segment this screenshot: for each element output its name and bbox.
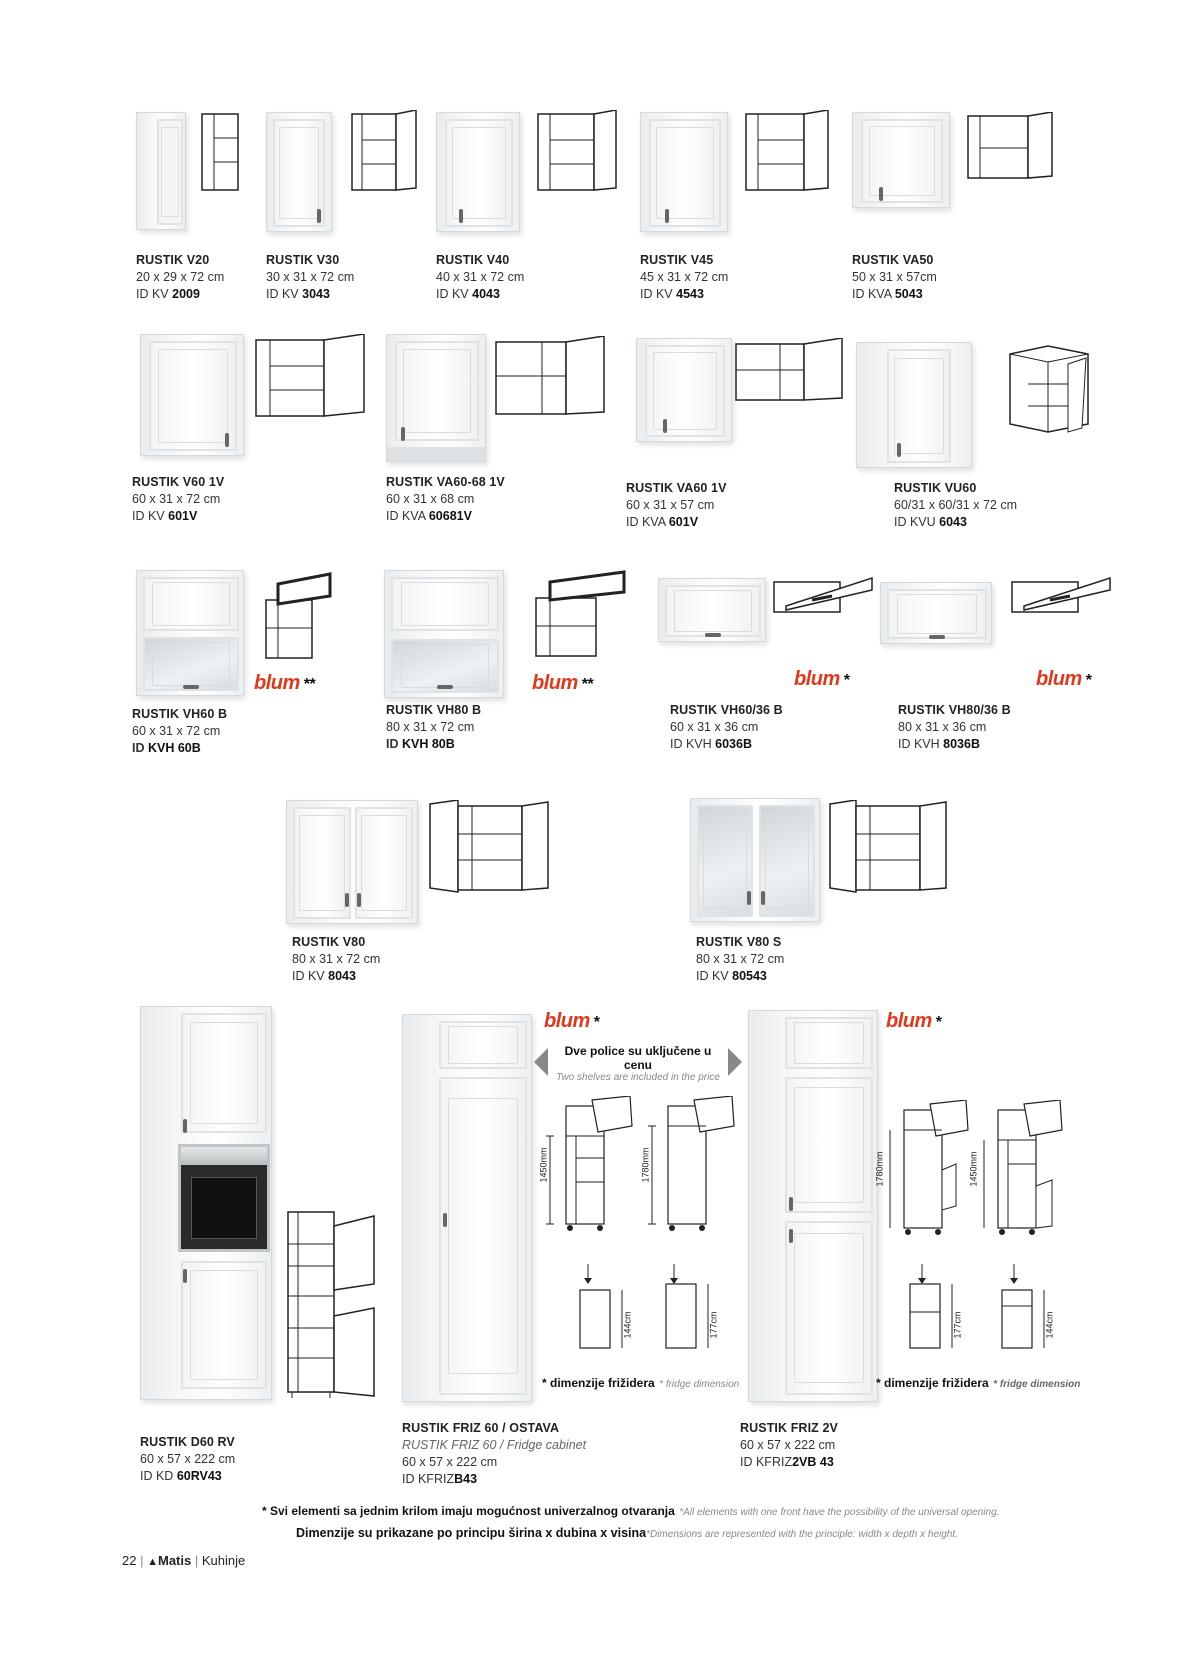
product-name: RUSTIK V60 1V xyxy=(132,475,225,489)
product-id: ID KV 2009 xyxy=(136,287,200,301)
product-id: ID KFRIZ2VB 43 xyxy=(740,1455,834,1469)
product-photo-vh60-b xyxy=(136,570,244,696)
product-label-v80-s xyxy=(696,934,784,985)
product-label-vh80-36-b xyxy=(898,702,1011,753)
product-photo-v80-s xyxy=(690,798,820,922)
product-name: RUSTIK VH80/36 B xyxy=(898,703,1011,717)
fridge-small-diagram xyxy=(578,1264,638,1352)
blum-logo: blum * xyxy=(794,668,850,690)
product-label-friz60 xyxy=(402,1420,586,1488)
product-id: ID KVH 80B xyxy=(386,737,455,751)
product-label-v40 xyxy=(436,252,524,303)
page-number: 22 xyxy=(122,1553,137,1568)
product-dims: 20 x 29 x 72 cm xyxy=(136,270,225,284)
product-photo-va50 xyxy=(852,112,950,208)
product-name: RUSTIK VH80 B xyxy=(386,703,482,717)
product-name: RUSTIK V20 xyxy=(136,253,210,267)
page-footer: 22 | ▲Matis | Kuhinje xyxy=(122,1553,246,1568)
product-label-friz-2v xyxy=(740,1420,838,1471)
matis-m-icon: ▲ xyxy=(147,1556,158,1568)
product-id: ID KVA 601V xyxy=(626,515,699,529)
product-label-vh60-b xyxy=(132,706,227,757)
product-photo-v45 xyxy=(640,112,728,232)
product-dims: 80 x 31 x 72 cm xyxy=(386,720,475,734)
product-dims: 60 x 31 x 36 cm xyxy=(670,720,759,734)
product-dims: 80 x 31 x 72 cm xyxy=(696,952,785,966)
product-dims: 60 x 31 x 68 cm xyxy=(386,492,475,506)
oven xyxy=(178,1144,270,1252)
blum-logo: blum * xyxy=(886,1010,942,1032)
product-dims: 40 x 31 x 72 cm xyxy=(436,270,525,284)
product-dims: 80 x 31 x 72 cm xyxy=(292,952,381,966)
blum-logo: blum ** xyxy=(532,672,594,694)
dim-1780-left: 1780mm xyxy=(640,1147,651,1183)
product-photo-friz60 xyxy=(402,1014,532,1402)
product-photo-vh80-b xyxy=(384,570,504,698)
product-photo-v60-1v xyxy=(140,334,244,456)
product-label-vu60 xyxy=(894,480,1017,531)
product-name: RUSTIK V30 xyxy=(266,253,340,267)
fridge-tall-diagram xyxy=(664,1264,724,1352)
shelves-note: Dve police su uključene u cenu Two shelves are included in the price xyxy=(556,1044,720,1083)
fridge-diagram-2v-1450 xyxy=(980,1100,1080,1240)
product-photo-v80 xyxy=(286,800,418,924)
dim-177-left: 177cm xyxy=(708,1311,719,1339)
line-drawing-va50 xyxy=(966,112,1056,182)
line-drawing-v80 xyxy=(428,800,552,896)
line-drawing-v30 xyxy=(350,110,420,194)
product-name: RUSTIK VA60 1V xyxy=(626,481,727,495)
product-label-d60-rv xyxy=(140,1434,235,1485)
product-name: RUSTIK V40 xyxy=(436,253,510,267)
dim-177-right: 177cm xyxy=(952,1311,963,1339)
fridge-2door-small-diagram xyxy=(1000,1264,1060,1352)
fridge-note-right: * dimenzije frižidera * fridge dimension xyxy=(876,1376,1081,1390)
product-id: ID KV 4043 xyxy=(436,287,500,301)
product-name: RUSTIK V80 xyxy=(292,935,366,949)
product-name: RUSTIK VH60/36 B xyxy=(670,703,783,717)
product-dims: 45 x 31 x 72 cm xyxy=(640,270,729,284)
line-drawing-vh80-36-b xyxy=(1010,576,1114,616)
product-id: ID KD 60RV43 xyxy=(140,1469,222,1483)
arrow-right-icon xyxy=(728,1048,742,1076)
line-drawing-v20 xyxy=(200,112,244,194)
product-dims: 60/31 x 60/31 x 72 cm xyxy=(894,498,1017,512)
product-dims: 60 x 57 x 222 cm xyxy=(740,1438,836,1452)
product-dims: 60 x 31 x 72 cm xyxy=(132,492,221,506)
fridge-diagram-1450 xyxy=(540,1096,640,1236)
line-drawing-v45 xyxy=(744,110,832,194)
arrow-left-icon xyxy=(534,1048,548,1076)
line-drawing-v80-s xyxy=(828,800,950,896)
product-label-vh60-36-b xyxy=(670,702,783,753)
product-photo-vu60 xyxy=(856,342,972,468)
line-drawing-v40 xyxy=(536,110,620,194)
product-label-v80 xyxy=(292,934,380,985)
fridge-note-left: * dimenzije frižidera * fridge dimension xyxy=(542,1376,740,1390)
product-photo-va60-1v xyxy=(636,338,732,442)
product-name: RUSTIK V45 xyxy=(640,253,714,267)
product-name: RUSTIK VH60 B xyxy=(132,707,228,721)
product-name: RUSTIK VA60-68 1V xyxy=(386,475,505,489)
dim-1780-right: 1780mm xyxy=(874,1151,885,1187)
product-id: ID KVA 5043 xyxy=(852,287,923,301)
product-id: ID KV 80543 xyxy=(696,969,767,983)
product-id: ID KVU 6043 xyxy=(894,515,967,529)
product-id: ID KVH 6036B xyxy=(670,737,752,751)
product-name: RUSTIK FRIZ 60 / OSTAVA xyxy=(402,1421,560,1435)
product-label-va50 xyxy=(852,252,937,303)
footer-note-2: Dimenzije su prikazane po principu širina x dubina x visina*Dimensions are represented with the principle: width x depth x height. xyxy=(296,1526,958,1540)
product-id: ID KV 4543 xyxy=(640,287,704,301)
product-id: ID KVA 60681V xyxy=(386,509,472,523)
blum-logo: blum * xyxy=(1036,668,1092,690)
product-dims: 30 x 31 x 72 cm xyxy=(266,270,355,284)
product-photo-vh60-36-b xyxy=(658,578,766,642)
product-dims: 50 x 31 x 57cm xyxy=(852,270,937,284)
product-subtitle: RUSTIK FRIZ 60 / Fridge cabinet xyxy=(402,1438,587,1452)
dim-144-left: 144cm xyxy=(622,1311,633,1339)
dim-1450-right: 1450mm xyxy=(968,1151,979,1187)
product-photo-v30 xyxy=(266,112,332,232)
footer-note-1: * Svi elementi sa jednim krilom imaju mogućnost univerzalnog otvaranja *All elements with one front have the possibility of the universal opening. xyxy=(262,1504,1000,1518)
product-label-v60-1v xyxy=(132,474,224,525)
product-label-vh80-b xyxy=(386,702,481,753)
brand-logo: ▲Matis xyxy=(147,1553,192,1568)
product-dims: 80 x 31 x 36 cm xyxy=(898,720,987,734)
product-name: RUSTIK FRIZ 2V xyxy=(740,1421,838,1435)
product-label-v45 xyxy=(640,252,728,303)
product-id: ID KV 8043 xyxy=(292,969,356,983)
dim-1450-left: 1450mm xyxy=(538,1147,549,1183)
line-drawing-vh60-36-b xyxy=(772,576,876,616)
product-photo-va60-68-1v xyxy=(386,334,486,462)
product-photo-v40 xyxy=(436,112,520,232)
line-drawing-va60-1v xyxy=(734,338,846,404)
product-dims: 60 x 31 x 57 cm xyxy=(626,498,715,512)
fridge-diagram-1780 xyxy=(642,1096,742,1236)
line-drawing-va60-68-1v xyxy=(494,336,608,420)
product-photo-friz-2v xyxy=(748,1010,878,1402)
line-drawing-d60-rv xyxy=(282,1208,378,1400)
line-drawing-vh60-b xyxy=(260,572,340,662)
product-name: RUSTIK V80 S xyxy=(696,935,782,949)
dim-144-right: 144cm xyxy=(1044,1311,1055,1339)
product-id: ID KVH 60B xyxy=(132,741,201,755)
blum-logo: blum * xyxy=(544,1010,600,1032)
product-label-va60-1v xyxy=(626,480,727,531)
section-name: Kuhinje xyxy=(201,1553,246,1568)
product-id: ID KV 3043 xyxy=(266,287,330,301)
product-label-v20 xyxy=(136,252,224,303)
product-dims: 60 x 57 x 222 cm xyxy=(402,1455,498,1469)
blum-logo: blum ** xyxy=(254,672,316,694)
product-name: RUSTIK VA50 xyxy=(852,253,934,267)
product-photo-vh80-36-b xyxy=(880,582,992,644)
product-label-v30 xyxy=(266,252,354,303)
product-dims: 60 x 57 x 222 cm xyxy=(140,1452,236,1466)
line-drawing-vh80-b xyxy=(530,570,630,660)
product-name: RUSTIK D60 RV xyxy=(140,1435,235,1449)
product-id: ID KV 601V xyxy=(132,509,198,523)
line-drawing-vu60 xyxy=(1008,344,1096,436)
fridge-2door-diagram xyxy=(908,1264,968,1352)
product-label-va60-68-1v xyxy=(386,474,505,525)
product-id: ID KVH 8036B xyxy=(898,737,980,751)
product-name: RUSTIK VU60 xyxy=(894,481,977,495)
product-id: ID KFRIZB43 xyxy=(402,1472,478,1486)
product-dims: 60 x 31 x 72 cm xyxy=(132,724,221,738)
line-drawing-v60-1v xyxy=(254,334,368,420)
product-photo-v20 xyxy=(136,112,186,230)
